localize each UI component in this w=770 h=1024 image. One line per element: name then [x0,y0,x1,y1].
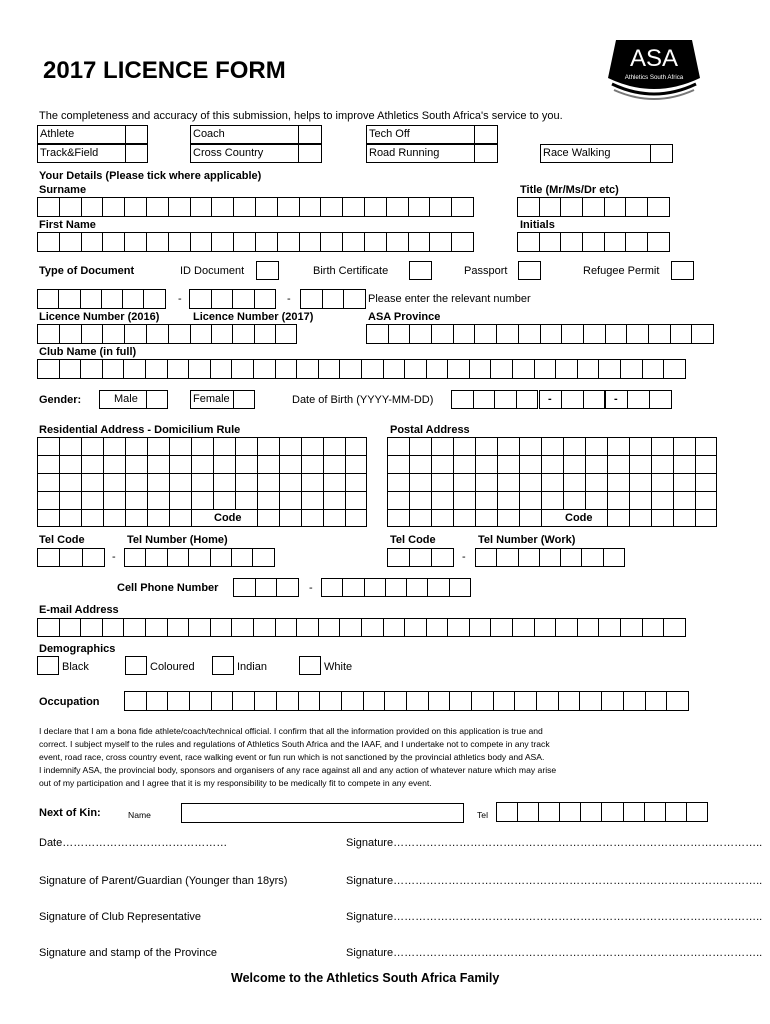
dob-month-field[interactable] [561,390,604,409]
white-checkbox[interactable] [299,656,321,675]
footer-welcome: Welcome to the Athletics South Africa Family [231,971,500,985]
athlete-checkbox[interactable] [125,125,148,144]
refugee-permit-label: Refugee Permit [583,265,660,277]
club-rep-signature-line[interactable]: Signature……………………………………………………………………………………….. [346,911,763,923]
licence-2017-label: Licence Number (2017) [193,311,314,323]
initials-label: Initials [520,219,555,231]
dash: - [287,293,291,305]
province-signature-line[interactable]: Signature……………………………………………………………………………………….. [346,947,763,959]
applicant-signature-line[interactable]: Signature……………………………………………………………………………………….. [346,837,763,849]
indian-checkbox[interactable] [212,656,234,675]
intro-text: The completeness and accuracy of this submission, helps to improve Athletics South Africa's service to you. [39,110,563,122]
kin-tel-label: Tel [477,810,488,820]
tel-home-number-field[interactable] [124,548,274,567]
indian-label: Indian [237,661,267,673]
date-line[interactable]: Date……………………………………… [39,837,228,849]
dash: - [309,582,313,594]
next-of-kin-label: Next of Kin: [39,807,101,819]
kin-name-label: Name [128,810,151,820]
title-label: Title (Mr/Ms/Dr etc) [520,184,619,196]
first-name-field[interactable] [37,232,473,252]
declaration-line: I declare that I am a bona fide athlete/coach/technical official. I confirm that all the information provided on this application is true and [39,726,543,736]
white-label: White [324,661,353,673]
initials-field[interactable] [517,232,669,252]
coloured-label: Coloured [150,661,195,673]
email-label: E-mail Address [39,604,119,616]
asa-province-label: ASA Province [368,311,441,323]
female-checkbox[interactable] [233,390,255,409]
postal-code-label: Code [565,512,593,524]
occupation-label: Occupation [39,696,100,708]
category-coach: Coach [190,125,299,144]
title-field[interactable] [517,197,669,217]
postal-address-label: Postal Address [390,424,470,436]
birth-certificate-checkbox[interactable] [409,261,432,280]
dash: - [462,551,466,563]
club-name-label: Club Name (in full) [39,346,137,358]
page-title: 2017 LICENCE FORM [43,57,286,84]
email-field[interactable] [37,618,685,637]
your-details-heading: Your Details (Please tick where applicable) [39,170,262,182]
declaration-line: event, road race, cross country event, race walking event or fun run which is not sanctioned by the provincial athletics body and ASA. [39,752,545,762]
coloured-checkbox[interactable] [125,656,147,675]
parent-signature-label: Signature of Parent/Guardian (Younger than 18yrs) [39,875,288,887]
document-type-label: Type of Document [39,265,135,277]
licence-2016-field[interactable] [37,324,190,344]
road-running-checkbox[interactable] [474,144,498,163]
category-tech-off: Tech Off [366,125,475,144]
tel-work-label: Tel Number (Work) [478,534,576,546]
dob-separator: - [605,390,628,409]
category-cross-country: Cross Country [190,144,299,163]
passport-label: Passport [464,265,508,277]
declaration-line: correct. I subject myself to the rules and regulations of Athletics South Africa and the IAAF, and I undertake not to compete in any track [39,739,550,749]
cell-phone-label: Cell Phone Number [117,582,219,594]
occupation-field[interactable] [124,691,688,711]
licence-2017-field[interactable] [190,324,296,344]
declaration-line: I indemnify ASA, the provincial body, sponsors and organisers of any race against all and any action of whatever nature which may arise [39,765,557,775]
category-road-running: Road Running [366,144,475,163]
tel-code-work-label: Tel Code [390,534,436,546]
category-athlete: Athlete [37,125,126,144]
birth-certificate-label: Birth Certificate [313,265,389,277]
cell-number-field[interactable] [321,578,470,597]
dash: - [112,551,116,563]
gender-label: Gender: [39,394,82,406]
tel-home-label: Tel Number (Home) [127,534,228,546]
club-rep-signature-label: Signature of Club Representative [39,911,202,923]
document-number-part3[interactable] [300,289,365,309]
residential-address-label: Residential Address - Domicilium Rule [39,424,241,436]
document-number-part1[interactable] [37,289,165,309]
asa-province-field[interactable] [366,324,713,344]
svg-text:Athletics South Africa: Athletics South Africa [624,74,684,81]
dash: - [178,293,182,305]
declaration-line: out of my participation and I agree that it is my responsibility to be medically fit to compete in any event. [39,778,432,788]
surname-label: Surname [39,184,87,196]
category-race-walking: Race Walking [540,144,651,163]
tel-home-code-field[interactable] [37,548,104,567]
tech-off-checkbox[interactable] [474,125,498,144]
club-name-field[interactable] [37,359,685,379]
black-checkbox[interactable] [37,656,59,675]
first-name-label: First Name [39,219,96,231]
demographics-label: Demographics [39,643,116,655]
residential-address-grid[interactable] [37,437,367,527]
dob-label: Date of Birth (YYYY-MM-DD) [292,394,434,406]
province-signature-label: Signature and stamp of the Province [39,947,217,959]
kin-tel-field[interactable] [496,802,707,822]
residential-code-label: Code [214,512,242,524]
svg-text:ASA: ASA [629,45,679,72]
asa-logo [604,38,704,102]
tel-code-label: Tel Code [39,534,85,546]
relevant-number-hint: Please enter the relevant number [368,293,531,305]
race-walking-checkbox[interactable] [650,144,673,163]
female-label: Female [190,390,234,409]
tel-work-code-field[interactable] [387,548,453,567]
category-track-field: Track&Field [37,144,126,163]
male-checkbox[interactable] [146,390,168,409]
parent-signature-line[interactable]: Signature……………………………………………………………………………………….. [346,875,763,887]
surname-field[interactable] [37,197,473,217]
kin-name-field[interactable] [181,803,464,823]
postal-address-grid[interactable] [387,437,717,527]
cell-code-field[interactable] [233,578,298,597]
tel-work-number-field[interactable] [475,548,624,567]
cross-country-checkbox[interactable] [298,144,322,163]
document-number-part2[interactable] [189,289,275,309]
dob-year-field[interactable] [451,390,537,409]
coach-checkbox[interactable] [298,125,322,144]
refugee-permit-checkbox[interactable] [671,261,694,280]
male-label: Male [99,390,147,409]
track-field-checkbox[interactable] [125,144,148,163]
dob-separator: - [539,390,562,409]
id-document-label: ID Document [180,265,245,277]
dob-day-field[interactable] [627,390,671,409]
id-document-checkbox[interactable] [256,261,279,280]
black-label: Black [62,661,89,673]
passport-checkbox[interactable] [518,261,541,280]
licence-2016-label: Licence Number (2016) [39,311,160,323]
